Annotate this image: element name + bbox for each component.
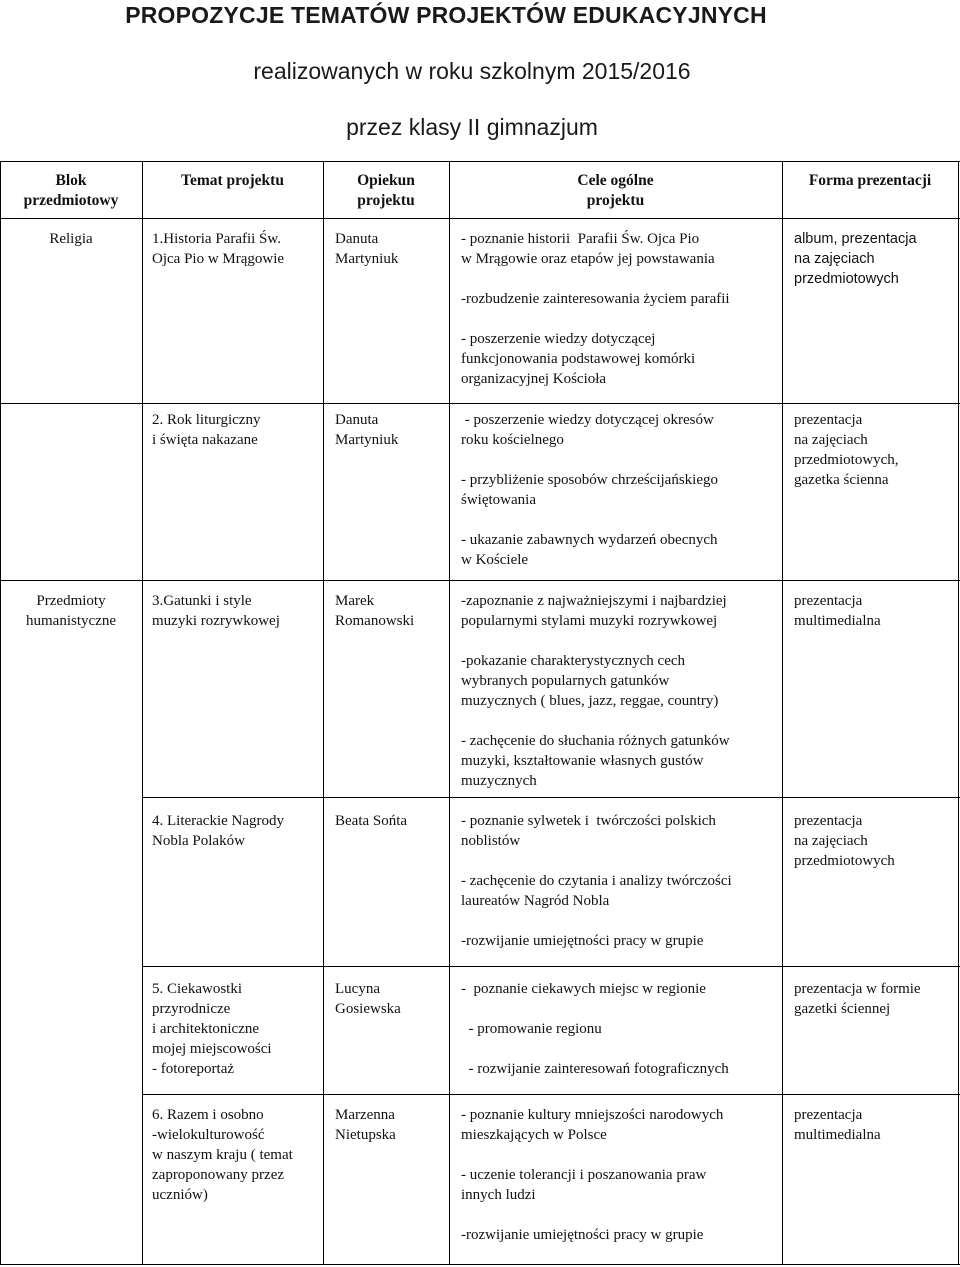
goal-line: - rozwijanie zainteresowań fotograficznych bbox=[461, 1061, 729, 1077]
goal-line: -rozwijanie umiejętności pracy w grupie bbox=[461, 933, 704, 949]
goal-paragraph bbox=[461, 871, 779, 911]
goal-paragraph bbox=[461, 1165, 779, 1205]
project-1-goals bbox=[461, 229, 779, 389]
goal-line: roku kościelnego bbox=[461, 432, 564, 448]
project-1-guardian bbox=[335, 229, 447, 269]
goal-line: - poznanie kultury mniejszości narodowych bbox=[461, 1107, 724, 1123]
goal-line: -zapoznanie z najważniejszymi i najbardziej bbox=[461, 593, 727, 609]
goal-line: - uczenie tolerancji i poszanowania praw bbox=[461, 1167, 707, 1183]
goal-line: muzycznych bbox=[461, 773, 537, 789]
header-form: Forma prezentacji bbox=[808, 172, 932, 189]
project-3-goals bbox=[461, 591, 779, 791]
goal-line: -pokazanie charakterystycznych cech bbox=[461, 653, 686, 669]
document-subtitle-year: realizowanych w roku szkolnym 2015/2016 bbox=[253, 58, 691, 84]
header-guardian bbox=[323, 171, 449, 211]
header-guardian-line1: Opiekun bbox=[357, 172, 415, 189]
topic-line: 2. Rok liturgiczny bbox=[152, 412, 261, 428]
goal-paragraph bbox=[461, 931, 779, 951]
project-3-topic bbox=[152, 591, 320, 631]
form-line: prezentacja bbox=[794, 593, 863, 609]
project-3-guardian bbox=[335, 591, 447, 631]
goal-line: - poszerzenie wiedzy dotyczącej okresów bbox=[461, 412, 714, 428]
goal-line: -rozwijanie umiejętności pracy w grupie bbox=[461, 1227, 704, 1243]
form-line: na zajęciach bbox=[794, 432, 868, 448]
header-block-line1: Blok bbox=[55, 172, 87, 189]
goal-paragraph bbox=[461, 530, 779, 570]
form-line: multimedialna bbox=[794, 613, 881, 629]
project-2-guardian bbox=[335, 410, 447, 450]
topic-line: w naszym kraju ( temat bbox=[152, 1147, 293, 1163]
guardian-line: Romanowski bbox=[335, 613, 415, 629]
goal-paragraph bbox=[461, 410, 779, 450]
project-6-topic bbox=[152, 1105, 320, 1205]
header-goals-line2: projektu bbox=[586, 192, 645, 209]
goal-line: muzycznych ( blues, jazz, reggae, country) bbox=[461, 693, 719, 709]
form-line: gazetka ścienna bbox=[794, 472, 889, 488]
goal-paragraph bbox=[461, 979, 779, 999]
form-line: album, prezentacja bbox=[794, 231, 917, 247]
form-line: prezentacja bbox=[794, 412, 863, 428]
topic-line: - fotoreportaż bbox=[152, 1061, 235, 1077]
topic-line: Ojca Pio w Mrągowie bbox=[152, 251, 285, 267]
project-5-goals bbox=[461, 979, 779, 1079]
project-6-form bbox=[794, 1105, 956, 1145]
project-5-topic bbox=[152, 979, 320, 1079]
document-title: PROPOZYCJE TEMATÓW PROJEKTÓW EDUKACYJNYCH bbox=[125, 2, 767, 28]
goal-line: - poszerzenie wiedzy dotyczącej bbox=[461, 331, 656, 347]
guardian-line: Gosiewska bbox=[335, 1001, 401, 1017]
goal-paragraph bbox=[461, 289, 779, 309]
header-block bbox=[0, 171, 142, 211]
guardian-line: Beata Sońta bbox=[335, 813, 408, 829]
form-line: prezentacja w formie bbox=[794, 981, 921, 997]
guardian-line: Danuta bbox=[335, 231, 379, 247]
goal-line: świętowania bbox=[461, 492, 536, 508]
form-line: przedmiotowych bbox=[794, 853, 895, 869]
topic-line: 5. Ciekawostki bbox=[152, 981, 242, 997]
topic-line: 6. Razem i osobno bbox=[152, 1107, 264, 1123]
goal-paragraph bbox=[461, 1225, 779, 1245]
project-6-goals bbox=[461, 1105, 779, 1245]
goal-line: - zachęcenie do czytania i analizy twórczości bbox=[461, 873, 732, 889]
form-line: multimedialna bbox=[794, 1127, 881, 1143]
header-goals-line1: Cele ogólne bbox=[577, 172, 654, 189]
goal-line: - poznanie ciekawych miejsc w regionie bbox=[461, 981, 706, 997]
topic-line: muzyki rozrywkowej bbox=[152, 613, 280, 629]
guardian-line: Marzenna bbox=[335, 1107, 395, 1123]
guardian-line: Danuta bbox=[335, 412, 379, 428]
goal-line: - poznanie historii Parafii Św. Ojca Pio bbox=[461, 231, 700, 247]
goal-line: - poznanie sylwetek i twórczości polskich bbox=[461, 813, 716, 829]
goal-line: - promowanie regionu bbox=[461, 1021, 602, 1037]
document-subtitle-class: przez klasy II gimnazjum bbox=[346, 114, 598, 140]
block-humanities-line2: humanistyczne bbox=[26, 613, 116, 629]
project-2-topic bbox=[152, 410, 320, 450]
guardian-line: Nietupska bbox=[335, 1127, 396, 1143]
goal-line: organizacyjnej Kościoła bbox=[461, 371, 607, 387]
goal-paragraph bbox=[461, 329, 779, 389]
goal-paragraph bbox=[461, 1059, 779, 1079]
goal-paragraph bbox=[461, 1019, 779, 1039]
guardian-line: Marek bbox=[335, 593, 375, 609]
goal-line: -rozbudzenie zainteresowania życiem parafii bbox=[461, 291, 730, 307]
goal-paragraph bbox=[461, 229, 779, 269]
form-line: gazetki ściennej bbox=[794, 1001, 891, 1017]
guardian-line: Martyniuk bbox=[335, 432, 399, 448]
topic-line: przyrodnicze bbox=[152, 1001, 231, 1017]
block-humanities-line1: Przedmioty bbox=[36, 593, 106, 609]
goal-line: popularnymi stylami muzyki rozrywkowej bbox=[461, 613, 718, 629]
project-5-form bbox=[794, 979, 956, 1019]
topic-line: i święta nakazane bbox=[152, 432, 258, 448]
project-4-guardian bbox=[335, 811, 447, 831]
project-1-topic bbox=[152, 229, 320, 269]
goal-paragraph bbox=[461, 470, 779, 510]
topic-line: 4. Literackie Nagrody bbox=[152, 813, 285, 829]
topic-line: mojej miejscowości bbox=[152, 1041, 272, 1057]
goal-line: noblistów bbox=[461, 833, 521, 849]
block-religion: Religia bbox=[49, 231, 93, 247]
goal-paragraph bbox=[461, 811, 779, 851]
topic-line: -wielokulturowość bbox=[152, 1127, 265, 1143]
goal-line: - ukazanie zabawnych wydarzeń obecnych bbox=[461, 532, 718, 548]
project-6-guardian bbox=[335, 1105, 447, 1145]
project-4-topic bbox=[152, 811, 320, 851]
topic-line: 3.Gatunki i style bbox=[152, 593, 252, 609]
project-3-form bbox=[794, 591, 956, 631]
project-4-form bbox=[794, 811, 956, 871]
topic-line: i architektoniczne bbox=[152, 1021, 260, 1037]
form-line: prezentacja bbox=[794, 1107, 863, 1123]
topic-line: zaproponowany przez bbox=[152, 1167, 285, 1183]
form-line: przedmiotowych bbox=[794, 271, 899, 287]
project-2-goals bbox=[461, 410, 779, 570]
topic-line: uczniów) bbox=[152, 1187, 208, 1203]
form-line: na zajęciach bbox=[794, 251, 875, 267]
header-guardian-line2: projektu bbox=[357, 192, 415, 209]
goal-line: mieszkających w Polsce bbox=[461, 1127, 607, 1143]
topic-line: 1.Historia Parafii Św. bbox=[152, 231, 282, 247]
goal-line: wybranych popularnych gatunków bbox=[461, 673, 670, 689]
header-goals bbox=[449, 171, 782, 211]
goal-paragraph bbox=[461, 591, 779, 631]
goal-line: - przybliżenie sposobów chrześcijańskiego bbox=[461, 472, 718, 488]
project-4-goals bbox=[461, 811, 779, 951]
project-1-form bbox=[794, 229, 956, 289]
header-block-line2: przedmiotowy bbox=[23, 192, 119, 209]
form-line: na zajęciach bbox=[794, 833, 868, 849]
goal-paragraph bbox=[461, 731, 779, 791]
form-line: prezentacja bbox=[794, 813, 863, 829]
goal-line: w Kościele bbox=[461, 552, 529, 568]
project-2-form bbox=[794, 410, 956, 490]
form-line: przedmiotowych, bbox=[794, 452, 899, 468]
goal-line: w Mrągowie oraz etapów jej powstawania bbox=[461, 251, 715, 267]
goal-line: innych ludzi bbox=[461, 1187, 536, 1203]
goal-line: laureatów Nagród Nobla bbox=[461, 893, 610, 909]
topic-line: Nobla Polaków bbox=[152, 833, 245, 849]
guardian-line: Martyniuk bbox=[335, 251, 399, 267]
goal-line: funkcjonowania podstawowej komórki bbox=[461, 351, 696, 367]
project-5-guardian bbox=[335, 979, 447, 1019]
goal-line: - zachęcenie do słuchania różnych gatunków bbox=[461, 733, 730, 749]
goal-paragraph bbox=[461, 1105, 779, 1145]
guardian-line: Lucyna bbox=[335, 981, 380, 997]
block-humanities bbox=[0, 591, 142, 631]
goal-line: muzyki, kształtowanie własnych gustów bbox=[461, 753, 704, 769]
goal-paragraph bbox=[461, 651, 779, 711]
header-topic: Temat projektu bbox=[181, 172, 284, 189]
